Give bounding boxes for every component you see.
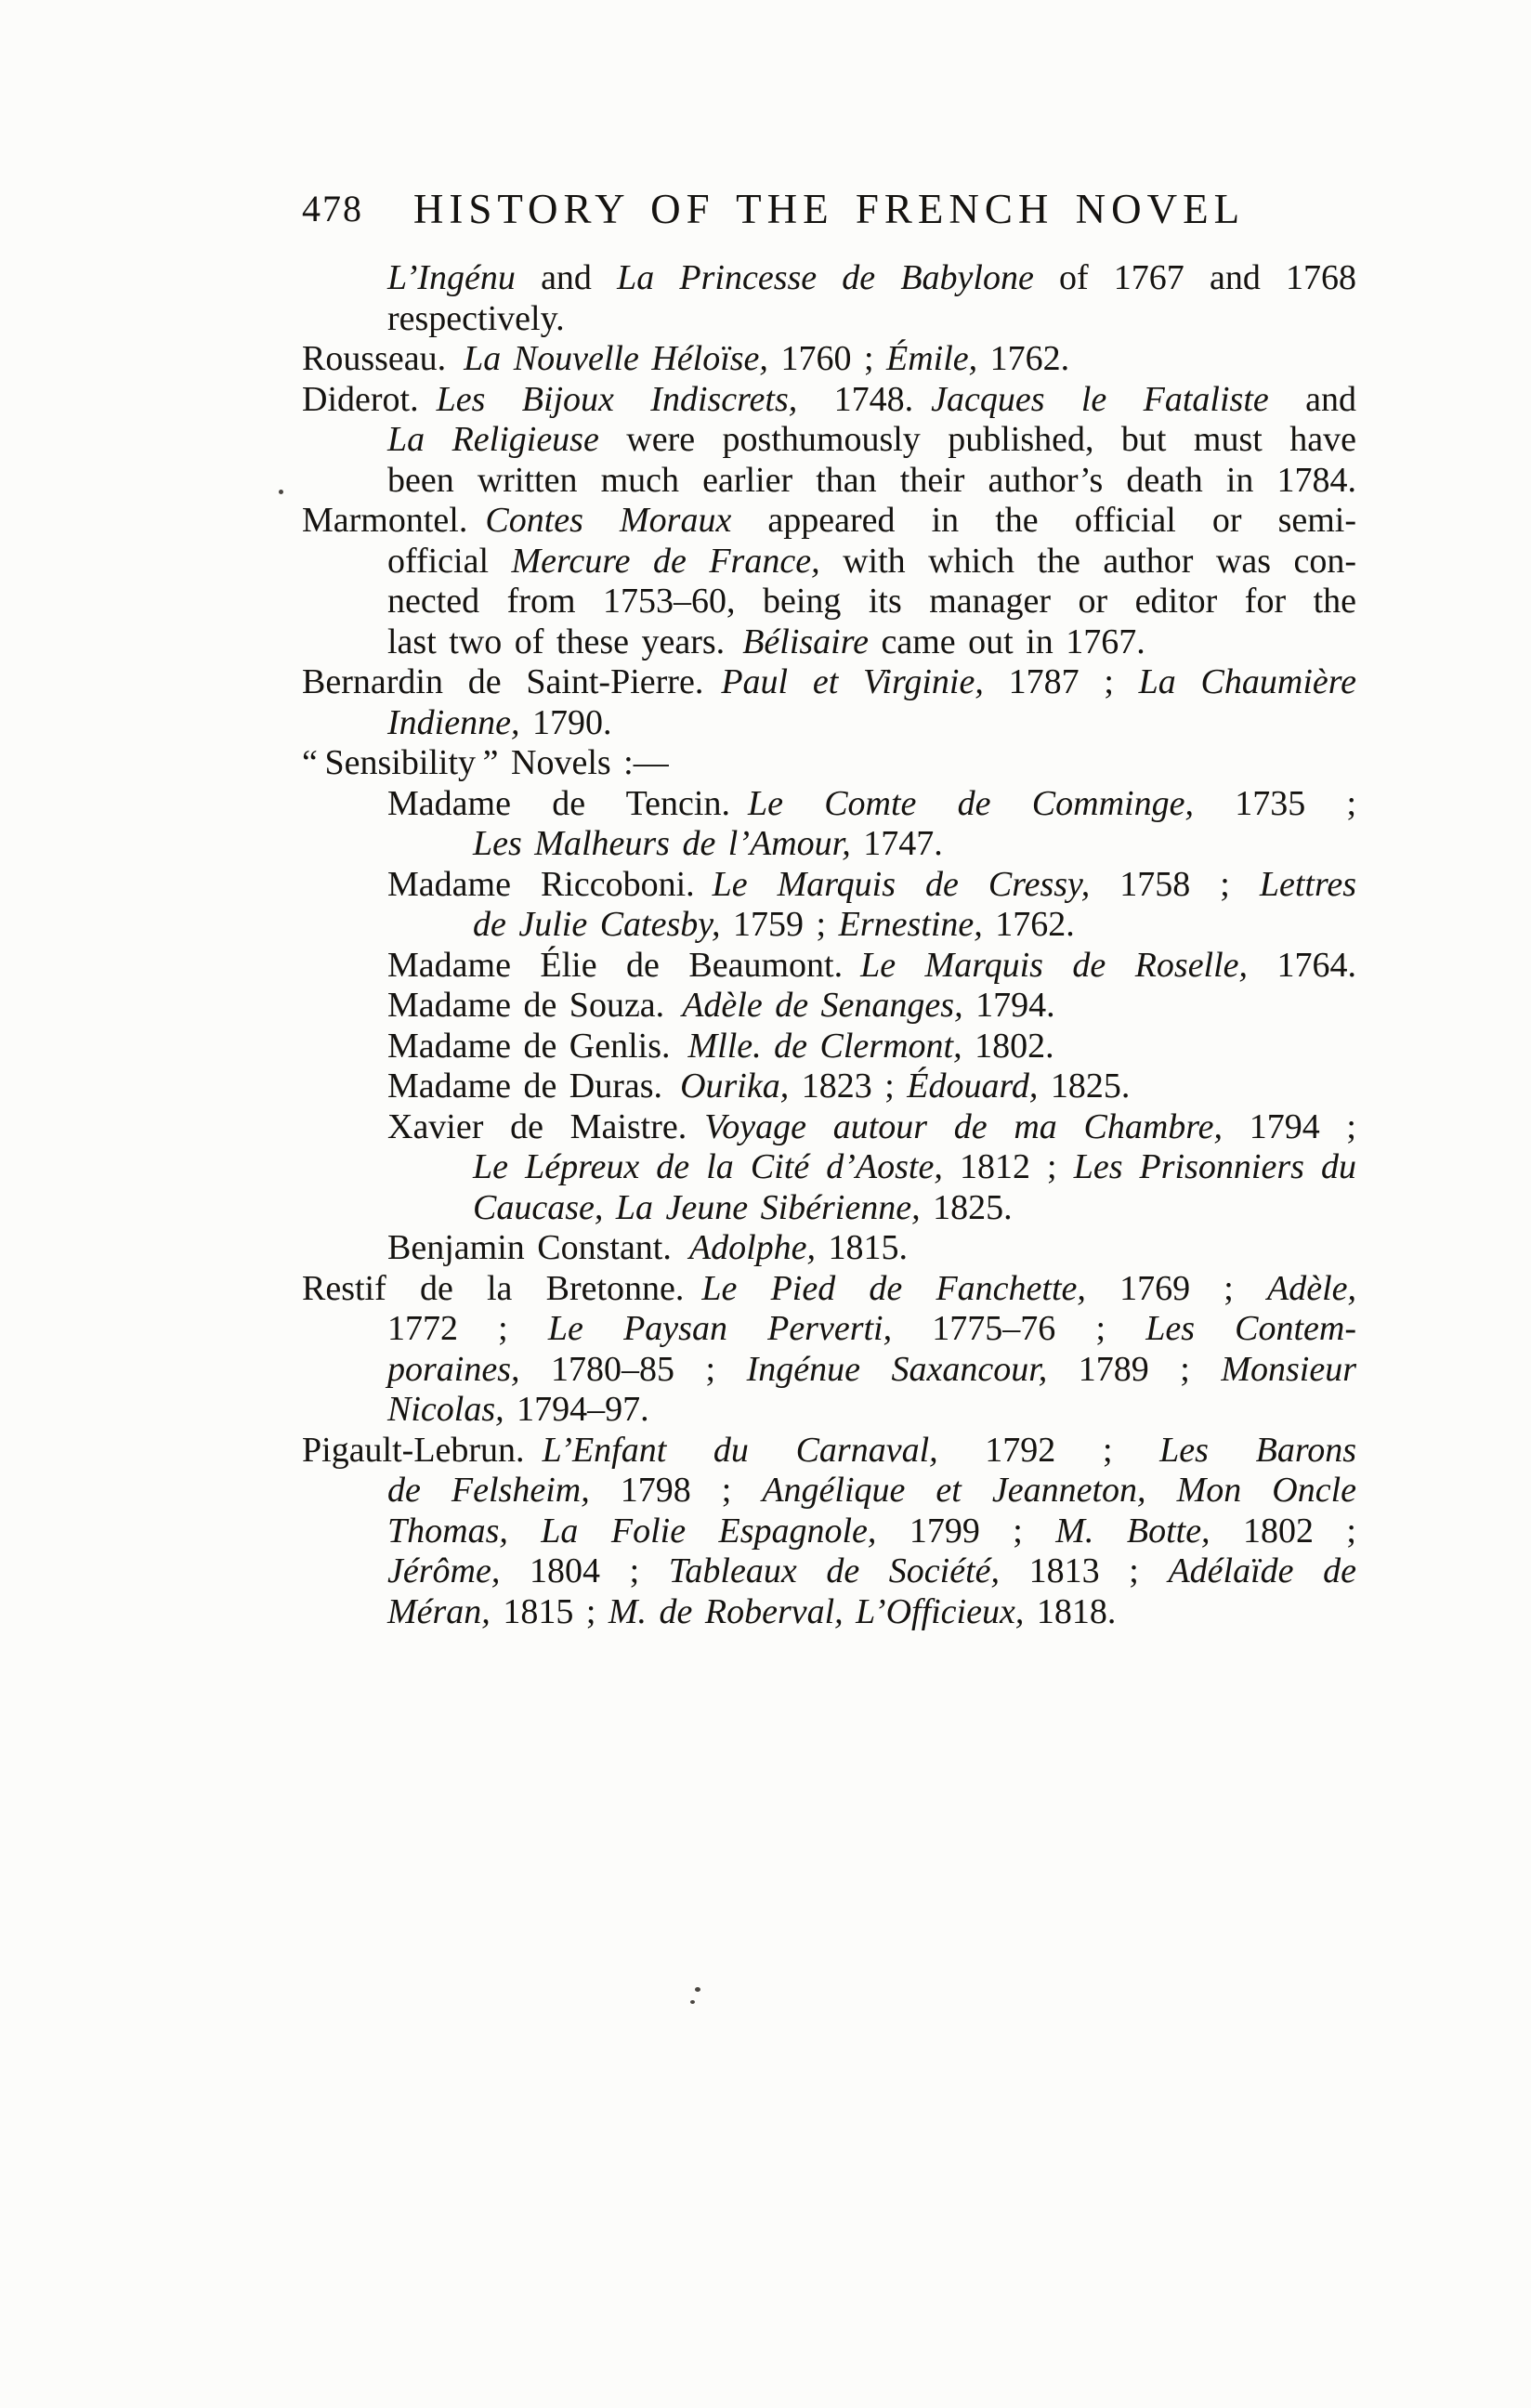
text-line: official Mercure de France, with which the author was con- bbox=[387, 541, 1357, 581]
text-line: 1772 ; Le Paysan Perverti, 1775–76 ; Les Contem- bbox=[387, 1309, 1357, 1348]
text-line: Bernardin de Saint-Pierre. Paul et Virginie, 1787 ; La Chaumière bbox=[302, 662, 1357, 701]
text-line: Madame Riccoboni. Le Marquis de Cressy, 1758 ; Lettres bbox=[387, 864, 1357, 904]
text-line: “ Sensibility ” Novels :— bbox=[302, 743, 669, 782]
text-line: nected from 1753–60, being its manager or editor for the bbox=[387, 582, 1356, 621]
text-line: Les Malheurs de l’Amour, 1747. bbox=[473, 824, 943, 863]
text-line: Madame de Souza. Adèle de Senanges, 1794. bbox=[387, 986, 1055, 1025]
text-line: de Julie Catesby, 1759 ; Ernestine, 1762. bbox=[473, 905, 1075, 944]
text-line: poraines, 1780–85 ; Ingénue Saxancour, 1789 ; Monsieur bbox=[387, 1349, 1357, 1389]
page-number: 478 bbox=[302, 188, 363, 229]
ink-speck bbox=[695, 1987, 700, 1992]
text-line: Le Lépreux de la Cité d’Aoste, 1812 ; Les Prisonniers du bbox=[473, 1147, 1356, 1186]
text-line: been written much earlier than their author’s death in 1784. bbox=[387, 460, 1356, 500]
text-line: Marmontel. Contes Moraux appeared in the official or semi- bbox=[302, 501, 1356, 540]
text-line: Indienne, 1790. bbox=[387, 702, 612, 742]
text-line: Madame Élie de Beaumont. Le Marquis de Roselle, 1764. bbox=[387, 945, 1357, 985]
text-line: Caucase, La Jeune Sibérienne, 1825. bbox=[473, 1187, 1013, 1227]
text-line: Pigault-Lebrun. L’Enfant du Carnaval, 1792 ; Les Barons bbox=[302, 1430, 1356, 1470]
text-line: Xavier de Maistre. Voyage autour de ma Chambre, 1794 ; bbox=[387, 1106, 1356, 1146]
text-line: de Felsheim, 1798 ; Angélique et Jeanneton, Mon Oncle bbox=[387, 1471, 1356, 1510]
ink-speck bbox=[690, 2000, 695, 2004]
text-line: Madame de Duras. Ourika, 1823 ; Édouard, 1825. bbox=[387, 1067, 1131, 1106]
text-line: Nicolas, 1794–97. bbox=[387, 1390, 649, 1429]
text-line: La Religieuse were posthumously published, but must have bbox=[387, 420, 1356, 459]
running-head bbox=[302, 186, 1356, 232]
text-line: Jérôme, 1804 ; Tableaux de Société, 1813 ; Adélaïde de bbox=[387, 1551, 1356, 1590]
text-line: Méran, 1815 ; M. de Roberval, L’Officieux, 1818. bbox=[387, 1591, 1117, 1631]
page-body bbox=[302, 258, 1356, 1632]
text-line: Madame de Tencin. Le Comte de Comminge, 1735 ; bbox=[387, 783, 1357, 823]
text-line: Madame de Genlis. Mlle. de Clermont, 1802. bbox=[387, 1026, 1054, 1066]
text-line: Benjamin Constant. Adolphe, 1815. bbox=[387, 1228, 909, 1267]
ink-speck bbox=[279, 490, 283, 494]
text-line: Restif de la Bretonne. Le Pied de Fanchette, 1769 ; Adèle, bbox=[302, 1268, 1357, 1308]
text-line: last two of these years. Bélisaire came out in 1767. bbox=[387, 622, 1145, 661]
text-line: Rousseau. La Nouvelle Héloïse, 1760 ; Émile, 1762. bbox=[302, 339, 1070, 378]
text-line: L’Ingénu and La Princesse de Babylone of 1767 and 1768 bbox=[387, 258, 1356, 297]
text-line: Diderot. Les Bijoux Indiscrets, 1748. Jacques le Fataliste and bbox=[302, 379, 1356, 419]
text-line: Thomas, La Folie Espagnole, 1799 ; M. Botte, 1802 ; bbox=[387, 1511, 1356, 1551]
running-head-title: HISTORY OF THE FRENCH NOVEL bbox=[412, 186, 1246, 232]
text-line: respectively. bbox=[387, 298, 565, 338]
